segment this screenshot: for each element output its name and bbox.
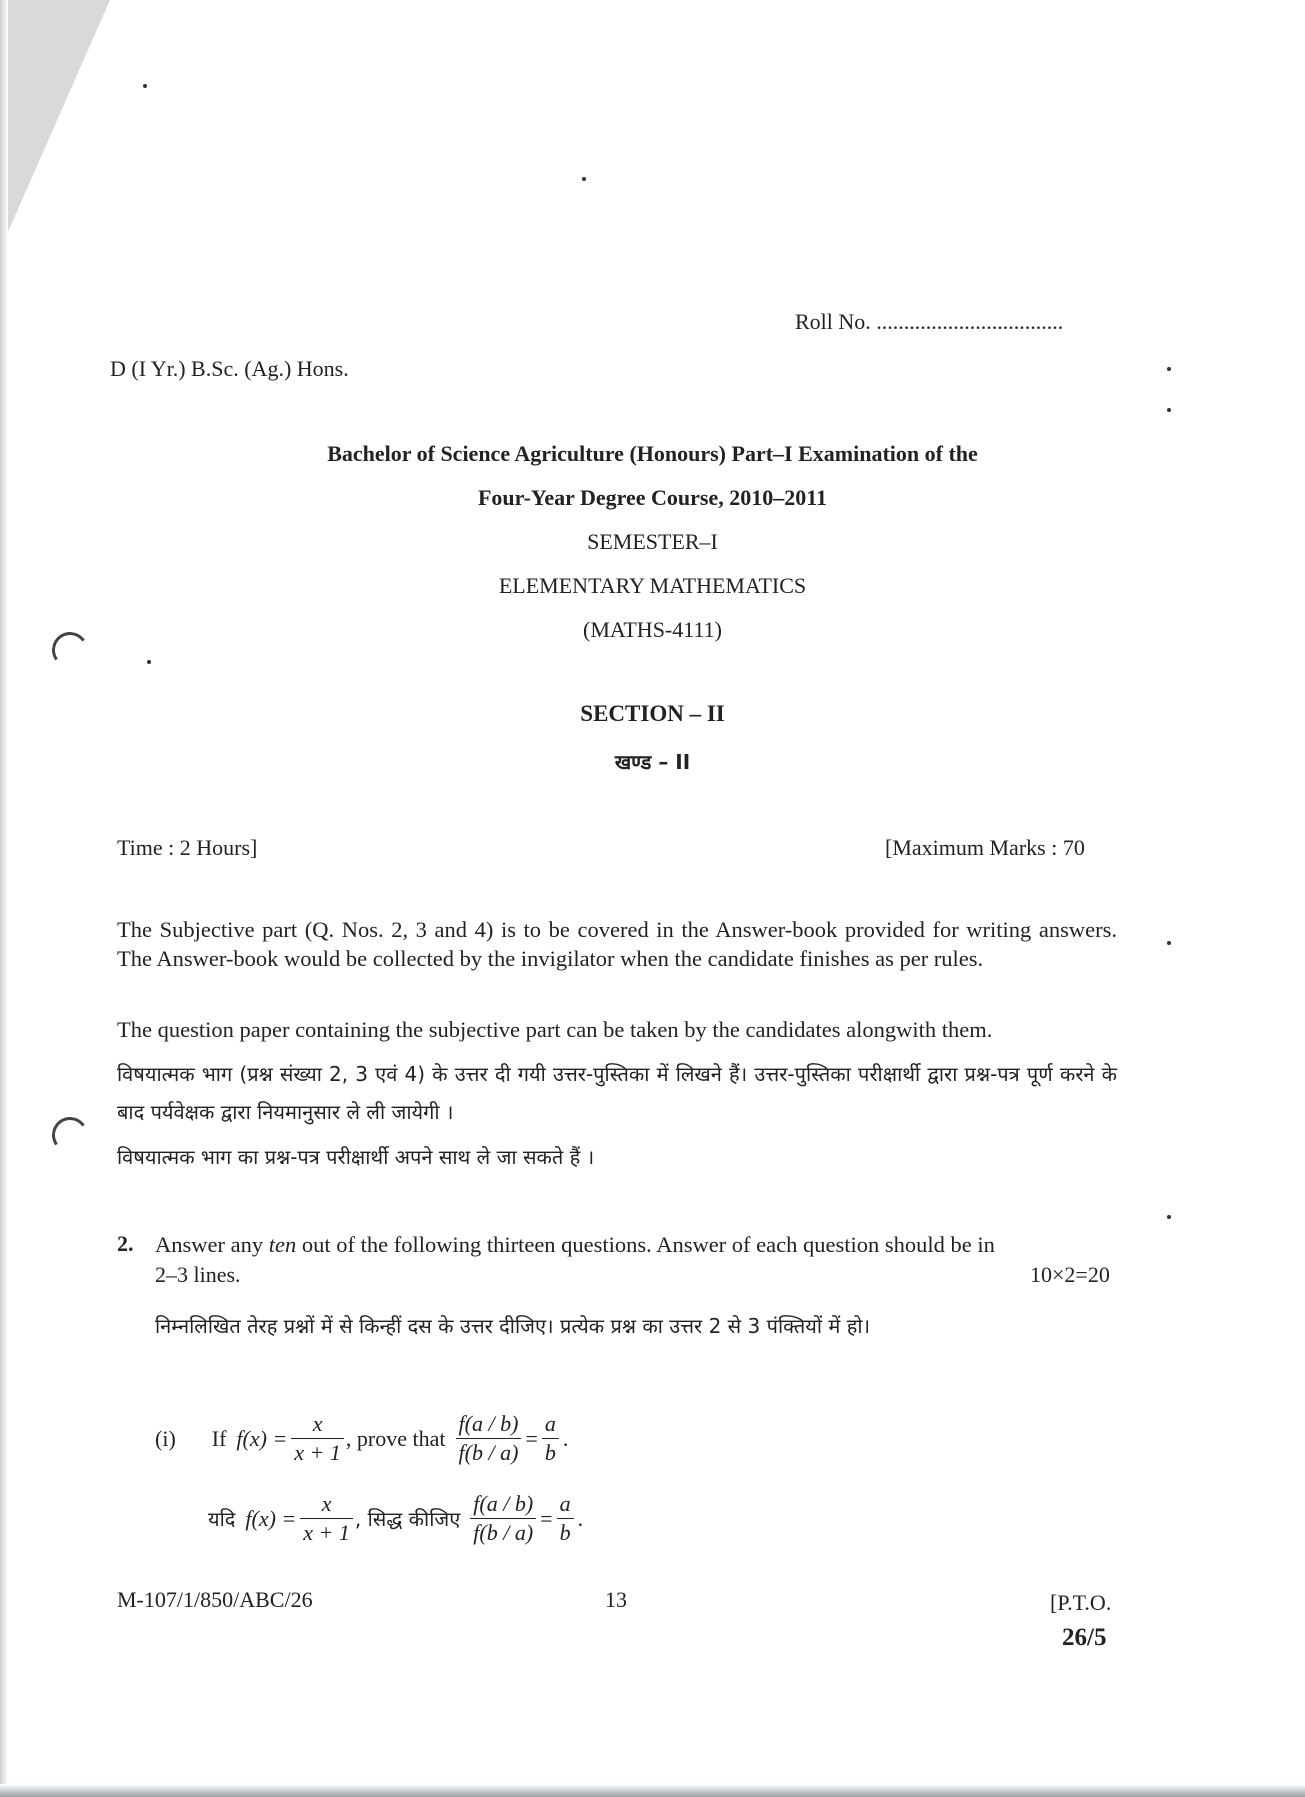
question-2-text	[155, 1230, 1117, 1260]
subject-title: ELEMENTARY MATHEMATICS	[498, 573, 807, 598]
fraction-numerator: x	[291, 1410, 344, 1439]
maximum-marks: [Maximum Marks : 70	[885, 835, 1085, 860]
scan-speck	[1167, 941, 1171, 945]
fx-expression: f(x) =	[236, 1425, 288, 1451]
question-2-text-line2: 2–3 lines.	[155, 1262, 241, 1287]
sub-question-i-hindi	[208, 1490, 583, 1547]
fraction-a-over-b	[557, 1490, 574, 1547]
please-turn-over: [P.T.O.	[1050, 1590, 1112, 1615]
fraction-f-a-b-over-f-b-a	[456, 1410, 522, 1467]
section-heading-hindi: खण्ड – II	[614, 750, 691, 774]
fraction-denominator: x + 1	[303, 1520, 350, 1545]
question-number: 2.	[117, 1231, 134, 1256]
equals-sign: =	[525, 1425, 538, 1451]
scan-speck	[1167, 367, 1171, 371]
sentence-end: .	[577, 1505, 584, 1531]
semester: SEMESTER–I	[587, 529, 718, 554]
sub-question-label: (i)	[155, 1425, 176, 1451]
question-2-text-post: out of the following thirteen questions. Answer of each question should be in	[296, 1232, 995, 1257]
question-2-marks: 10×2=20	[1030, 1262, 1110, 1287]
section-heading: SECTION – II	[580, 701, 725, 726]
sentence-end: .	[562, 1425, 569, 1451]
fraction-numerator: f(a / b)	[470, 1490, 536, 1519]
sub-question-i	[155, 1410, 568, 1467]
fx-expression: f(x) =	[245, 1505, 297, 1531]
equals-sign: =	[540, 1505, 553, 1531]
paper-serial-code: M-107/1/850/ABC/26	[117, 1587, 313, 1612]
fraction-a-over-b	[542, 1410, 559, 1467]
fraction-denominator: f(b / a)	[473, 1520, 534, 1545]
paper-code: (MATHS-4111)	[583, 617, 722, 642]
instruction-english-1: The Subjective part (Q. Nos. 2, 3 and 4) is to be covered in the Answer-book provided for writing answers. The Answer-book would be collected by the invigilator when the candidate finishes as per rules.	[117, 917, 1117, 971]
fraction-denominator: f(b / a)	[458, 1440, 519, 1465]
scan-speck	[582, 177, 586, 181]
reference-number: 26/5	[1062, 1624, 1107, 1651]
fraction-numerator: f(a / b)	[456, 1410, 522, 1439]
question-2-text-em: ten	[268, 1232, 297, 1257]
punch-hole-mark	[49, 1114, 91, 1156]
fraction-denominator: b	[559, 1520, 571, 1545]
fraction-denominator: b	[544, 1440, 556, 1465]
scan-speck	[1167, 408, 1171, 412]
scan-bottom-edge	[0, 1784, 1305, 1797]
fraction-numerator: a	[542, 1410, 559, 1439]
course-code: D (I Yr.) B.Sc. (Ag.) Hons.	[110, 356, 349, 381]
fraction-denominator: x + 1	[294, 1440, 341, 1465]
if-word: If	[211, 1425, 227, 1451]
question-2-text-pre: Answer any	[155, 1232, 269, 1257]
question-2-hindi: निम्नलिखित तेरह प्रश्नों में से किन्हीं दस के उत्तर दीजिए। प्रत्येक प्रश्न का उत्तर 2 से 3 पंक्तियों में हो।	[155, 1314, 871, 1338]
hindi-prove-word: , सिद्ध कीजिए	[354, 1507, 461, 1531]
roll-no: Roll No. ..................................	[795, 309, 1064, 334]
scan-speck	[143, 84, 147, 88]
scan-speck	[147, 660, 151, 664]
exam-title-line1: Bachelor of Science Agriculture (Honours) Part–I Examination of the	[327, 441, 978, 466]
instruction-english-2: The question paper containing the subjective part can be taken by the candidates alongwith them.	[117, 1017, 993, 1042]
fraction-f-a-b-over-f-b-a	[470, 1490, 536, 1547]
scan-edge	[0, 0, 8, 1797]
fraction-x-over-x-plus-1	[300, 1490, 353, 1547]
scan-corner-shadow	[0, 0, 110, 250]
hindi-if-word: यदि	[208, 1507, 236, 1531]
page-number: 13	[605, 1587, 627, 1612]
instruction-hindi-2: विषयात्मक भाग का प्रश्न-पत्र परीक्षार्थी अपने साथ ले जा सकते हैं ।	[117, 1145, 595, 1169]
exam-title-line2: Four-Year Degree Course, 2010–2011	[477, 485, 828, 510]
fraction-numerator: x	[300, 1490, 353, 1519]
time-allowed: Time : 2 Hours]	[117, 835, 258, 860]
fraction-x-over-x-plus-1	[291, 1410, 344, 1467]
fraction-numerator: a	[557, 1490, 574, 1519]
prove-that-word: , prove that	[345, 1425, 446, 1451]
instruction-hindi-1: विषयात्मक भाग (प्रश्न संख्या 2, 3 एवं 4) के उत्तर दी गयी उत्तर-पुस्तिका में लिखने हैं। उत्तर-पुस्तिका परीक्षार्थी द्वारा प्रश्न-पत्र पूर्ण करने के बाद पर्यवेक्षक द्वारा नियमानुसार ले ली जायेगी ।	[117, 1062, 1117, 1124]
scan-speck	[1167, 1215, 1171, 1219]
